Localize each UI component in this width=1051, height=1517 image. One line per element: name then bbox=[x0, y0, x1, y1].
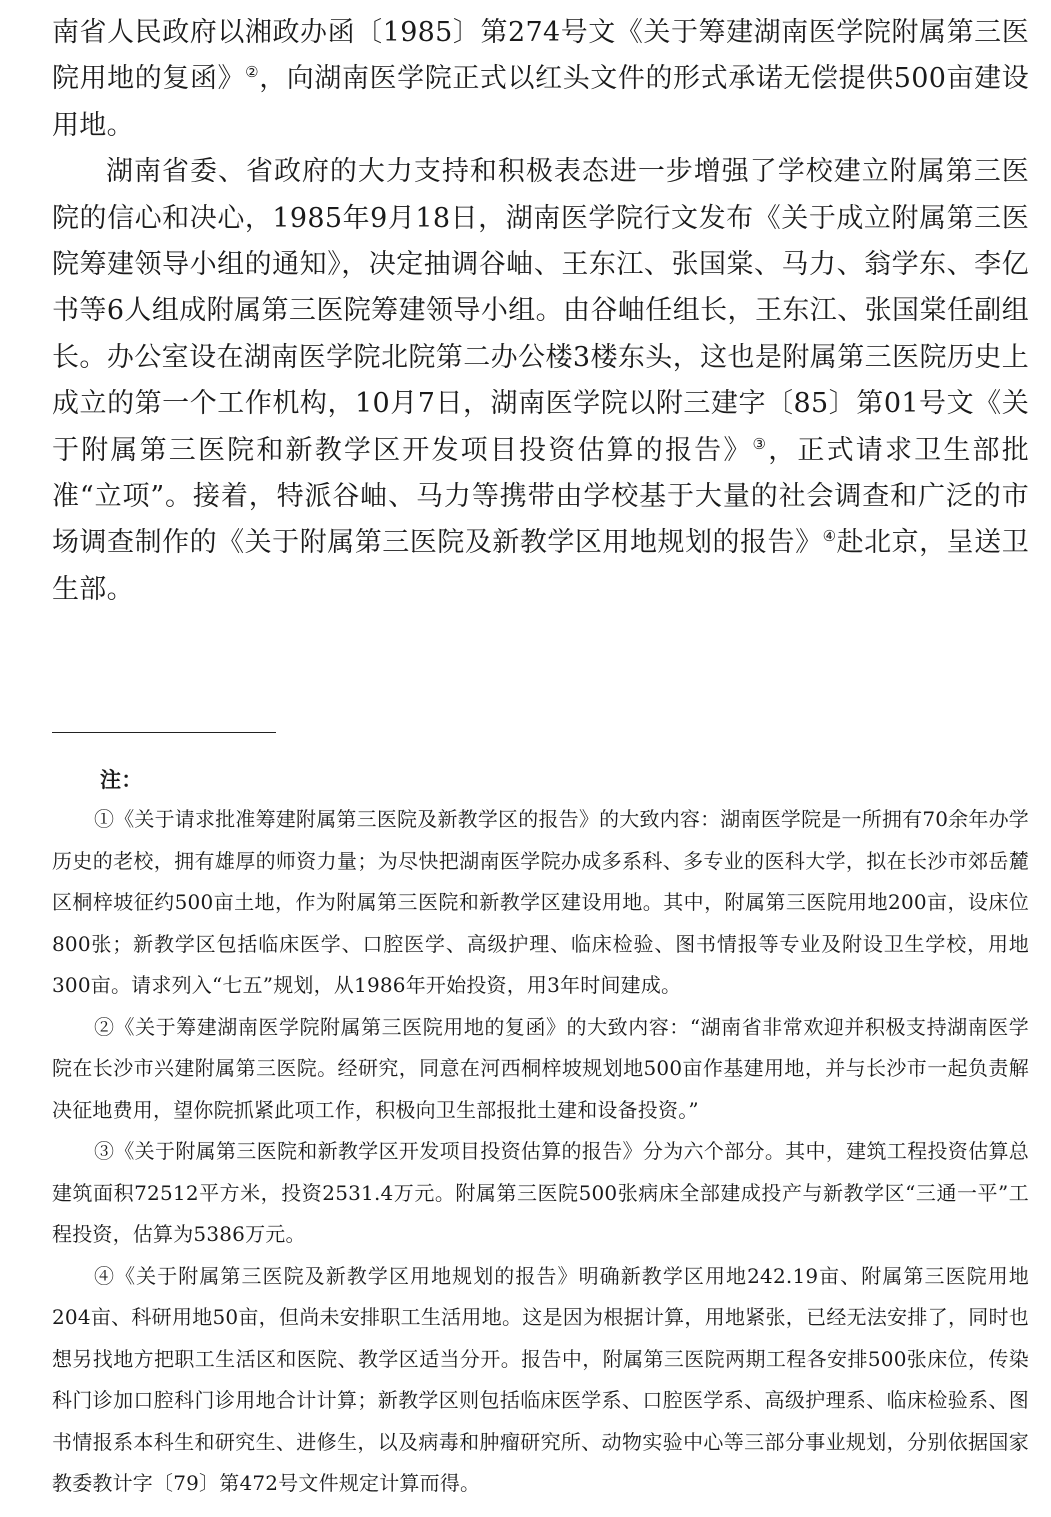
paragraph-text: 湖南省委、省政府的大力支持和积极表态进一步增强了学校建立附属第三医院的信心和决心，1985年9月18日，湖南医学院行文发布《关于成立附属第三医院筹建领导小组的通知》，决定抽调谷岫、王东江、张国棠、马力、翁学东、李亿书等6人组成附属第三医院筹建领导小组。由谷岫任组长，王东江、张国棠任副组长。办公室设在湖南医学院北院第二办公楼3楼东头，这也是附属第三医院历史上成立的第一个工作机构，10月7日，湖南医学院以附三建字〔85〕第01号文《关于附属第三医院和新教学区开发项目投资估算的报告》 bbox=[52, 156, 1029, 466]
footnote-3: ③《关于附属第三医院和新教学区开发项目投资估算的报告》分为六个部分。其中，建筑工程投资估算总建筑面积72512平方米，投资2531.4万元。附属第三医院500张病床全部建成投产与新教学区“三通一平”工程投资，估算为5386万元。 bbox=[52, 1139, 1029, 1246]
paragraph-continued bbox=[52, 10, 1029, 149]
footnote-ref-3[interactable]: ③ bbox=[752, 434, 769, 453]
paragraph-text: ，向湖南医学院正式以红头文件的形式承诺无偿提供500亩建设用地。 bbox=[52, 63, 1029, 141]
notes-heading: 注： bbox=[100, 767, 143, 792]
paragraph-text: ，正式请求卫生部批准“立项”。接着，特派谷岫、马力等携带由学校基于大量的社会调查和广泛的市场调查制作的《关于附属第三医院及新教学区用地规划的报告》 bbox=[52, 434, 1030, 559]
footnotes bbox=[52, 765, 1029, 1505]
footnote-ref-4[interactable]: ④ bbox=[822, 527, 837, 546]
footnote-4: ④《关于附属第三医院及新教学区用地规划的报告》明确新教学区用地242.19亩、附属第三医院用地204亩、科研用地50亩，但尚未安排职工生活用地。这是因为根据计算，用地紧张，已经无法安排了，同时也想另找地方把职工生活区和医院、教学区适当分开。报告中，附属第三医院两期工程各安排500张床位，传染科门诊加口腔科门诊用地合计计算；新教学区则包括临床医学系、口腔医学系、高级护理系、临床检验系、图书情报系本科生和研究生、进修生，以及病毒和肿瘤研究所、动物实验中心等三部分事业规划，分别依据国家教委教计字〔79〕第472号文件规定计算而得。 bbox=[52, 1263, 1029, 1495]
footnote-divider bbox=[52, 732, 276, 733]
footnote-2: ②《关于筹建湖南医学院附属第三医院用地的复函》的大致内容：“湖南省非常欢迎并积极支持湖南医学院在长沙市兴建附属第三医院。经研究，同意在河西桐梓坡规划地500亩作基建用地，并与长沙市一起负责解决征地费用，望你院抓紧此项工作，积极向卫生部报批土建和设备投资。” bbox=[52, 1014, 1029, 1122]
paragraph bbox=[52, 149, 1029, 613]
footnote-ref-2[interactable]: ② bbox=[245, 63, 260, 82]
footnote-1: ①《关于请求批准筹建附属第三医院及新教学区的报告》的大致内容：湖南医学院是一所拥有70余年办学历史的老校，拥有雄厚的师资力量；为尽快把湖南医学院办成多系科、多专业的医科大学，拟在长沙市郊岳麓区桐梓坡征约500亩土地，作为附属第三医院和新教学区建设用地。其中，附属第三医院用地200亩，设床位800张；新教学区包括临床医学、口腔医学、高级护理、临床检验、图书情报等专业及附设卫生学校，用地300亩。请求列入“七五”规划，从1986年开始投资，用3年时间建成。 bbox=[52, 807, 1029, 997]
paragraph-text: 赴北京，呈送卫生部。 bbox=[52, 527, 1029, 605]
paragraph-text: 南省人民政府以湘政办函〔1985〕第274号文《关于筹建湖南医学院附属第三医院用地的复函》 bbox=[52, 17, 1029, 95]
main-body bbox=[52, 10, 1029, 613]
